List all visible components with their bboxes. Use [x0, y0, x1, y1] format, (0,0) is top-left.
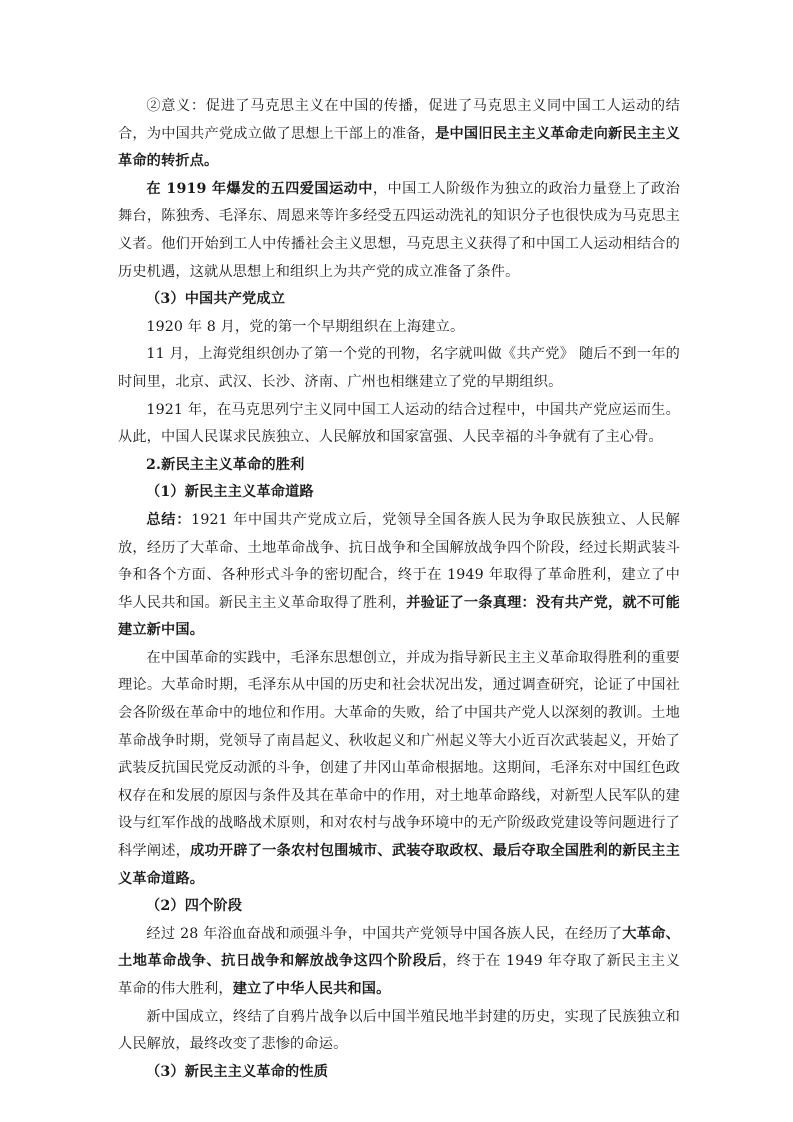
paragraph-significance: [118, 93, 680, 176]
paragraph-1921: 1921 年，在马克思列宁主义同中国工人运动的结合过程中，中国共产党应运而生。从此，中国人民谋求民族独立、人民解放和国家富强、人民幸福的斗争就有了主心骨。: [118, 401, 680, 446]
text-span: 1921 年中国共产党成立后，党领导全国各族人民为争取民族独立、人民解放，经历了大革命、土地革命战争、抗日战争和全国解放战争四个阶段，经过长期武装斗争和各个方面、各种形式斗争的密切配合，终于在 1949 年取得了革命胜利，建立了中华人民共和国。新民主主义革命取得了胜利，: [118, 511, 680, 611]
heading-four-stages: （2）四个阶段: [146, 898, 243, 915]
heading-revolution-nature: （3）新民主主义革命的性质: [146, 1063, 329, 1080]
text-span: ②意义：促进了马克思主义在中国的传播，促进了马克思主义同中国工人运动的结合，为中国共产党成立做了思想上干部上的准备，: [118, 98, 680, 142]
document-page: [118, 93, 680, 1086]
bold-text: 在 1919 年爆发的五四爱国运动中: [146, 180, 373, 197]
paragraph-summary: [118, 507, 680, 645]
bold-text: 成功开辟了一条农村包围城市、武装夺取政权、最后夺取全国胜利的新民主主义革命道路。: [118, 843, 680, 887]
bold-text: 大革命、土地革命战争、抗日战争和解放战争这四个阶段后: [118, 925, 680, 970]
text-span: 经过 28 年浴血奋战和顽强斗争，中国共产党领导中国各族人民，在经历了: [146, 925, 623, 942]
paragraph-1920: 1920 年 8 月，党的第一个早期组织在上海建立。: [146, 318, 465, 335]
paragraph-november: 11 月，上海党组织创办了第一个党的刊物，名字就叫做《共产党》 随后不到一年的时间里，北京、武汉、长沙、济南、广州也相继建立了党的早期组织。: [118, 346, 680, 390]
heading-revolution-road: （1）新民主主义革命道路: [146, 484, 314, 501]
bold-text: 总结：: [146, 511, 192, 528]
text-span: ，中国工人阶级作为独立的政治力量登上了政治舞台，陈独秀、毛泽东、周恩来等许多经受五四运动洗礼的知识分子也很快成为马克思主义者。他们开始到工人中传播社会主义思想，马克思主义获得了和中国工人运动相结合的历史机遇，这就从思想上和组织上为共产党的成立准备了条件。: [118, 180, 680, 280]
paragraph-28-years: [118, 921, 680, 1004]
text-span: ，终于在 1949 年夺取了新民主主义革命的伟大胜利，: [118, 953, 680, 997]
bold-text: 建立了中华人民共和国。: [232, 981, 391, 997]
heading-party-founding: （3）中国共产党成立: [146, 291, 286, 308]
paragraph-may-fourth: [118, 176, 680, 286]
text-span: 在中国革命的实践中，毛泽东思想创立，并成为指导新民主主义革命取得胜利的重要理论。大革命时期，毛泽东从中国的历史和社会状况出发，通过调查研究，论证了中国社会各阶级在革命中的地位和作用。大革命的失败，给了中国共产党人以深刻的教训。土地革命战争时期，党领导了南昌起义、秋收起义和广州起义等大小近百次武装起义，开始了武装反抗国民党反动派的斗争，创建了井冈山革命根据地。这期间，毛泽东对中国红色政权存在和发展的原因与条件及其在革命中的作用，对土地革命路线，对新型人民军队的建设与红军作战的战略战术原则，和对农村与战争环境中的无产阶级政党建设等问题进行了科学阐述，: [118, 649, 680, 860]
paragraph-mao-thought: [118, 645, 680, 893]
heading-revolution-victory: 2.新民主主义革命的胜利: [146, 456, 305, 473]
bold-text: 是中国旧民主主义革命走向新民主主义革命的转折点。: [118, 125, 680, 170]
bold-text: 并验证了一条真理：没有共产党，就不可能建立新中国。: [118, 594, 680, 639]
paragraph-new-china: 新中国成立，终结了自鸦片战争以后中国半殖民地半封建的历史，实现了民族独立和人民解放，最终改变了悲惨的命运。: [118, 1008, 680, 1053]
